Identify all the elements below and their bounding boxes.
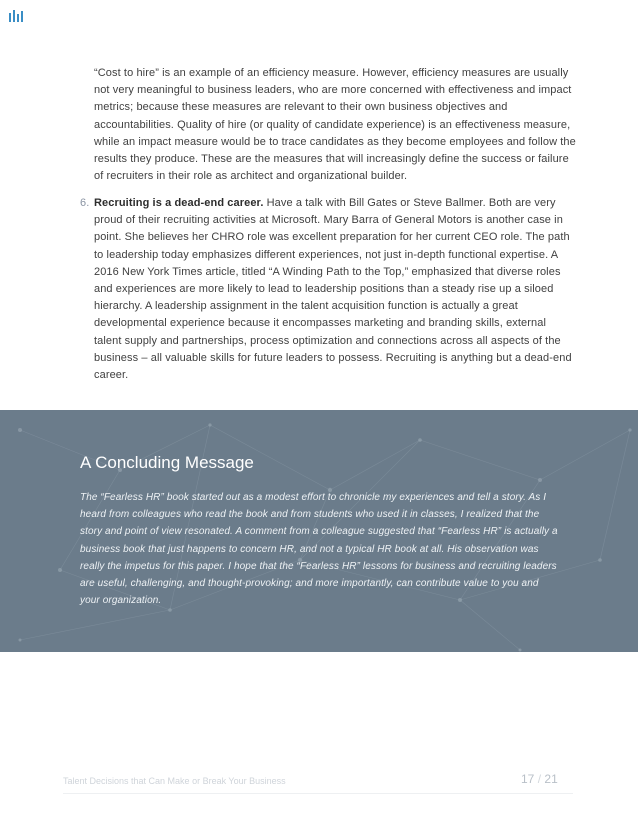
list-number: 6. <box>80 197 90 209</box>
current-page: 17 <box>521 772 535 786</box>
efficiency-paragraph: “Cost to hire” is an example of an efficiency measure. However, efficiency measures are usually not very meaningful to business leaders, who are more concerned with effectiveness and impact metrics; because these measures are relevant to their own business objectives and accountabilities. Quality of hire (or quality of candidate experience) is an effectiveness measure, while an impact measure would be to trace candidates as they become employees and follow the results they produce. These are the measures that will increasingly define the success or failure of recruiters in their role as architect and organizational builder. <box>94 67 576 183</box>
section-title: A Concluding Message <box>80 453 254 472</box>
list-item-6 <box>80 195 576 384</box>
list-item-lead: Recruiting is a dead-end career. <box>94 197 264 209</box>
concluding-paragraph: The “Fearless HR” book started out as a modest effort to chronicle my experiences and tell a story. As I heard from colleagues who read the book and from students who used it in classes, I realized that the story and point of view resonated. A comment from a colleague suggested that “Fearless HR” is actually a business book that just happens to concern HR, and not a typical HR book at all. His observation was really the impetus for this paper. I hope that the “Fearless HR” lessons for business and recruiting leaders are useful, challenging, and thought-provoking; and more importantly, can contribute value to you and your organization. <box>80 492 558 607</box>
total-pages: 21 <box>544 772 558 786</box>
brand-logo-icon <box>8 8 24 24</box>
page-number <box>521 772 558 786</box>
footer-document-title: Talent Decisions that Can Make or Break Your Business <box>63 776 286 786</box>
list-item-text <box>94 195 576 384</box>
list-item-body: Have a talk with Bill Gates or Steve Ballmer. Both are very proud of their recruiting activities at Microsoft. Mary Barra of General Motors is another case in point. She believes her CHRO role was excellent preparation for her current CEO role. The path to leadership today emphasizes different experiences, not just in-depth functional expertise. A 2016 New York Times article, titled “A Winding Path to the Top,” emphasized that diverse roles and experiences are more likely to lead to leadership positions than a steady rise up a siloed hierarchy. A leadership assignment in the talent acquisition function is actually a great developmental experience because it encompasses marketing and branding skills, external talent supply and partnerships, process optimization and connections across all aspects of the business – all valuable skills for future leaders to possess. Recruiting is anything but a dead-end career. <box>94 197 572 382</box>
footer-divider <box>63 793 573 794</box>
concluding-section <box>0 410 638 652</box>
page-separator: / <box>537 772 542 786</box>
